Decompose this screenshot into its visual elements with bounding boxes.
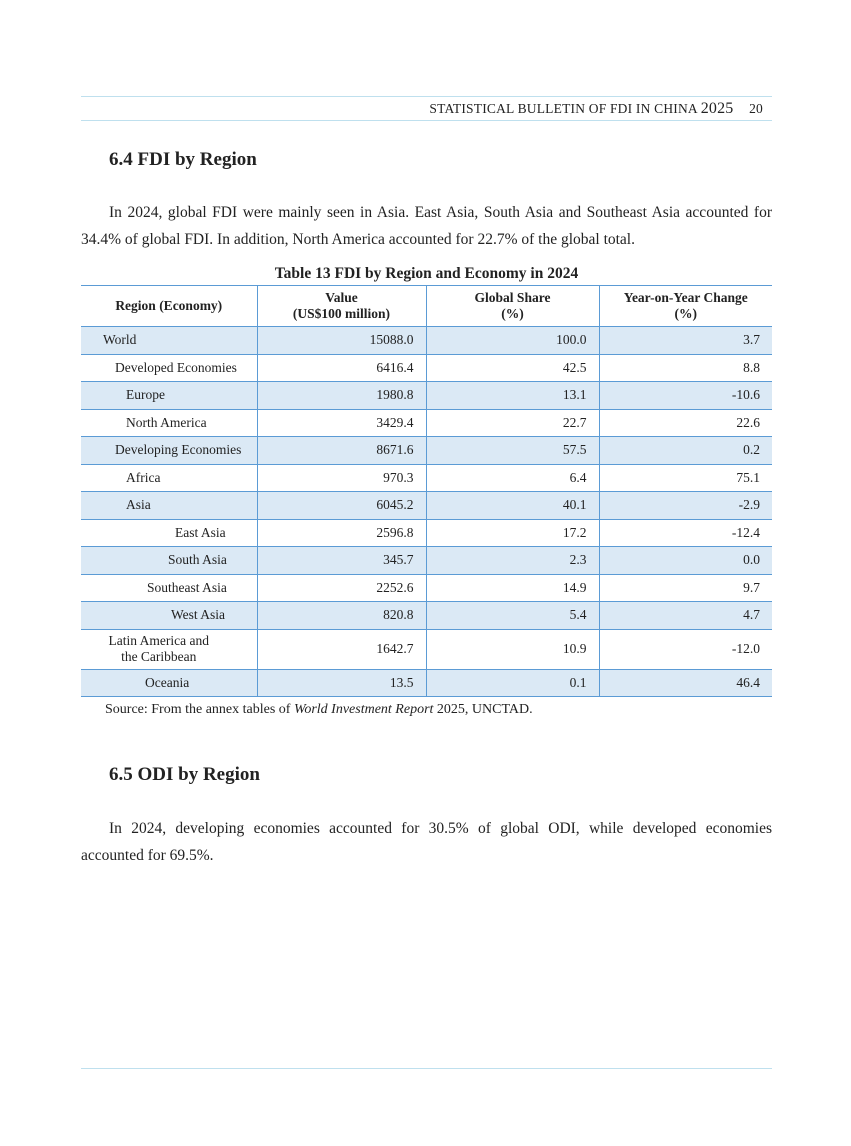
- table-row: [81, 669, 772, 697]
- col-header-change: Year-on-Year Change (%): [599, 286, 772, 327]
- table-row: [81, 409, 772, 437]
- header-rule-bottom: [81, 120, 772, 121]
- header-rule-top: [81, 96, 772, 97]
- cell-change: 4.7: [599, 602, 772, 630]
- page-number: 20: [749, 101, 763, 116]
- col-header-region: Region (Economy): [81, 286, 257, 327]
- col-header-value: Value (US$100 million): [257, 286, 426, 327]
- section-paragraph-odi: In 2024, developing economies accounted for 30.5% of global ODI, while developed economies accounted for 69.5%.: [81, 820, 772, 864]
- table-row: [81, 327, 772, 355]
- table-row: [81, 492, 772, 520]
- cell-region: North America: [81, 409, 257, 437]
- cell-value: 1980.8: [257, 382, 426, 410]
- cell-share: 0.1: [426, 669, 599, 697]
- cell-region: Europe: [81, 382, 257, 410]
- cell-region: World: [81, 327, 257, 355]
- cell-change: 46.4: [599, 669, 772, 697]
- cell-change: -2.9: [599, 492, 772, 520]
- section-heading-odi: 6.5 ODI by Region: [109, 764, 260, 785]
- cell-share: 6.4: [426, 464, 599, 492]
- table-row: [81, 602, 772, 630]
- cell-change: 8.8: [599, 354, 772, 382]
- cell-value: 15088.0: [257, 327, 426, 355]
- cell-region: Oceania: [81, 669, 257, 697]
- cell-region: Developing Economies: [81, 437, 257, 465]
- table-row: [81, 519, 772, 547]
- cell-share: 10.9: [426, 629, 599, 669]
- cell-change: 9.7: [599, 574, 772, 602]
- table-row: [81, 547, 772, 575]
- cell-value: 820.8: [257, 602, 426, 630]
- cell-change: 0.0: [599, 547, 772, 575]
- cell-region: East Asia: [81, 519, 257, 547]
- header-year: 2025: [700, 100, 734, 117]
- running-header: [429, 100, 763, 118]
- table-source: Source: From the annex tables of World Investment Report 2025, UNCTAD.: [105, 702, 533, 717]
- cell-region: Developed Economies: [81, 354, 257, 382]
- cell-share: 40.1: [426, 492, 599, 520]
- cell-region: Southeast Asia: [81, 574, 257, 602]
- cell-change: -10.6: [599, 382, 772, 410]
- cell-value: 6045.2: [257, 492, 426, 520]
- cell-value: 2596.8: [257, 519, 426, 547]
- cell-share: 5.4: [426, 602, 599, 630]
- table-row: [81, 382, 772, 410]
- cell-region: Latin America and the Caribbean: [81, 629, 257, 669]
- cell-value: 8671.6: [257, 437, 426, 465]
- table-row: [81, 437, 772, 465]
- cell-value: 6416.4: [257, 354, 426, 382]
- cell-share: 2.3: [426, 547, 599, 575]
- table-row: [81, 464, 772, 492]
- cell-value: 2252.6: [257, 574, 426, 602]
- cell-share: 13.1: [426, 382, 599, 410]
- cell-change: 75.1: [599, 464, 772, 492]
- cell-value: 13.5: [257, 669, 426, 697]
- cell-share: 42.5: [426, 354, 599, 382]
- cell-value: 345.7: [257, 547, 426, 575]
- cell-share: 100.0: [426, 327, 599, 355]
- section-heading-fdi: 6.4 FDI by Region: [109, 149, 257, 170]
- footer-rule: [81, 1068, 772, 1069]
- cell-share: 22.7: [426, 409, 599, 437]
- cell-share: 17.2: [426, 519, 599, 547]
- cell-region: South Asia: [81, 547, 257, 575]
- cell-region: West Asia: [81, 602, 257, 630]
- section-paragraph-fdi: In 2024, global FDI were mainly seen in Asia. East Asia, South Asia and Southeast Asia accounted for 34.4% of global FDI. In addition, North America accounted for 22.7% of the global total.: [81, 204, 772, 248]
- cell-change: 0.2: [599, 437, 772, 465]
- table-row: [81, 354, 772, 382]
- table-row: [81, 629, 772, 669]
- cell-region: Africa: [81, 464, 257, 492]
- cell-change: -12.0: [599, 629, 772, 669]
- cell-region: Asia: [81, 492, 257, 520]
- cell-value: 3429.4: [257, 409, 426, 437]
- table-header-row: [81, 286, 772, 327]
- cell-change: -12.4: [599, 519, 772, 547]
- fdi-table: [81, 285, 772, 697]
- cell-value: 970.3: [257, 464, 426, 492]
- cell-share: 57.5: [426, 437, 599, 465]
- cell-share: 14.9: [426, 574, 599, 602]
- col-header-share: Global Share (%): [426, 286, 599, 327]
- table-caption: Table 13 FDI by Region and Economy in 2024: [274, 265, 579, 282]
- table-row: [81, 574, 772, 602]
- cell-change: 3.7: [599, 327, 772, 355]
- header-title: STATISTICAL BULLETIN OF FDI IN CHINA: [429, 101, 698, 116]
- cell-change: 22.6: [599, 409, 772, 437]
- cell-value: 1642.7: [257, 629, 426, 669]
